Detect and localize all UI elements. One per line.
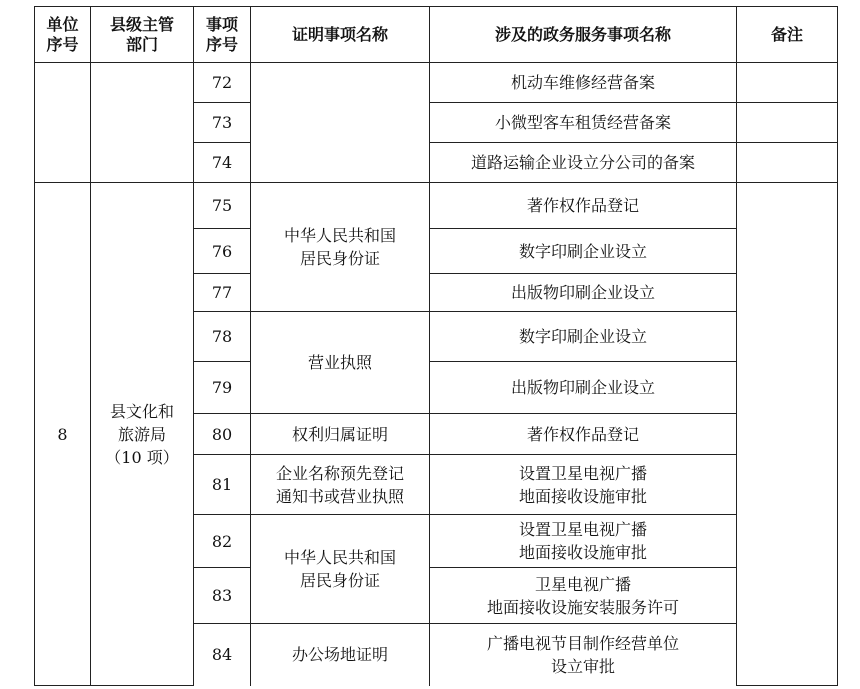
header-service-name: 涉及的政务服务事项名称 [430,7,737,63]
dept-cell-empty [91,63,194,183]
header-proof-name: 证明事项名称 [251,7,430,63]
proof-cell: 权利归属证明 [251,414,430,455]
item-no-cell: 73 [194,103,251,143]
service-cell: 卫星电视广播 地面接收设施安装服务许可 [430,568,737,624]
note-cell [737,143,838,183]
service-cell: 设置卫星电视广播 地面接收设施审批 [430,515,737,568]
service-cell: 数字印刷企业设立 [430,312,737,362]
proof-cell: 中华人民共和国 居民身份证 [251,515,430,624]
unit-no-cell-empty [35,63,91,183]
service-cell: 小微型客车租赁经营备案 [430,103,737,143]
item-no-cell: 80 [194,414,251,455]
proof-cell: 企业名称预先登记 通知书或营业执照 [251,455,430,515]
item-no-cell: 72 [194,63,251,103]
item-no-cell: 79 [194,362,251,414]
header-row [35,7,838,63]
item-no-cell: 77 [194,274,251,312]
table-row [35,63,838,103]
service-cell: 出版物印刷企业设立 [430,362,737,414]
service-cell: 数字印刷企业设立 [430,229,737,274]
header-item-no: 事项 序号 [194,7,251,63]
item-no-cell: 83 [194,568,251,624]
service-cell: 著作权作品登记 [430,183,737,229]
service-cell: 广播电视节目制作经营单位 设立审批 [430,624,737,686]
item-no-cell: 81 [194,455,251,515]
item-no-cell: 78 [194,312,251,362]
service-cell: 著作权作品登记 [430,414,737,455]
item-no-cell: 74 [194,143,251,183]
proof-cell: 营业执照 [251,312,430,414]
proof-cell: 中华人民共和国 居民身份证 [251,183,430,312]
dept-cell: 县文化和 旅游局 （10 项） [91,183,194,686]
header-note: 备注 [737,7,838,63]
header-dept: 县级主管 部门 [91,7,194,63]
note-cell [737,183,838,686]
note-cell [737,63,838,103]
item-no-cell: 76 [194,229,251,274]
unit-no-cell: 8 [35,183,91,686]
table-row [35,183,838,229]
note-cell [737,103,838,143]
service-cell: 道路运输企业设立分公司的备案 [430,143,737,183]
service-cell: 出版物印刷企业设立 [430,274,737,312]
header-unit-no: 单位 序号 [35,7,91,63]
item-no-cell: 75 [194,183,251,229]
item-no-cell: 84 [194,624,251,686]
service-cell: 机动车维修经营备案 [430,63,737,103]
service-cell: 设置卫星电视广播 地面接收设施审批 [430,455,737,515]
proof-items-table [34,6,838,686]
item-no-cell: 82 [194,515,251,568]
proof-cell-empty [251,63,430,183]
proof-cell: 办公场地证明 [251,624,430,686]
